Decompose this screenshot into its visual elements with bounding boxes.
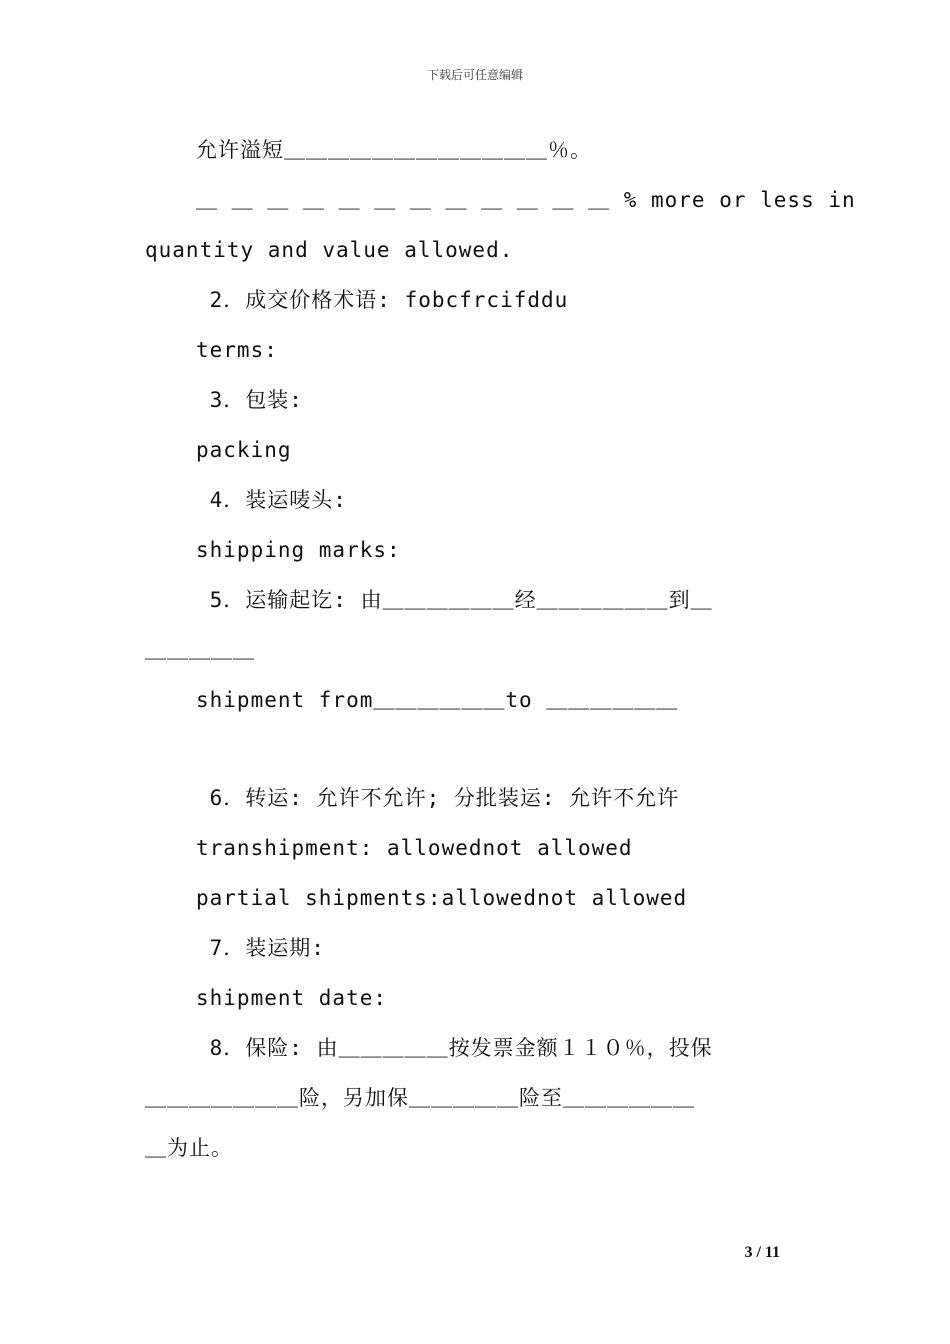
- section-heading: 8．保险: 由＿＿＿＿＿按发票金额１１０％，投保: [196, 1036, 713, 1060]
- text-line: ＿为止。: [145, 1136, 233, 1160]
- text-line: terms:: [196, 338, 278, 362]
- text-line: partial shipments:allowednot allowed: [196, 886, 688, 910]
- text-line: transhipment: allowednot allowed: [196, 836, 633, 860]
- section-heading: 2．成交价格术语: fobcfrcifddu: [196, 288, 569, 312]
- section-heading: 7．装运期:: [196, 936, 325, 960]
- page-number: 3 / 11: [744, 1244, 780, 1261]
- text-line: ＿＿＿＿＿: [145, 638, 255, 662]
- text-line: packing: [196, 438, 292, 462]
- section-heading: 5．运输起讫: 由＿＿＿＿＿＿经＿＿＿＿＿＿到＿: [196, 588, 713, 612]
- section-heading: 6．转运: 允许不允许; 分批装运: 允许不允许: [196, 786, 680, 810]
- section-heading: 4．装运唛头:: [196, 488, 347, 512]
- text-line: ＿ ＿ ＿ ＿ ＿ ＿ ＿ ＿ ＿ ＿ ＿ ＿ % more or less in: [196, 188, 856, 212]
- text-line: shipment from＿＿＿＿＿＿to ＿＿＿＿＿＿: [196, 688, 679, 712]
- text-line: ＿＿＿＿＿＿＿险，另加保＿＿＿＿＿险至＿＿＿＿＿＿: [145, 1086, 695, 1110]
- text-line: quantity and value allowed.: [145, 238, 514, 262]
- section-heading: 3．包装:: [196, 388, 303, 412]
- page-header: 下载后可任意编辑: [426, 68, 523, 82]
- text-line: shipment date:: [196, 986, 388, 1010]
- text-line: 允许溢短＿＿＿＿＿＿＿＿＿＿＿＿％。: [196, 138, 592, 162]
- text-line: shipping marks:: [196, 538, 401, 562]
